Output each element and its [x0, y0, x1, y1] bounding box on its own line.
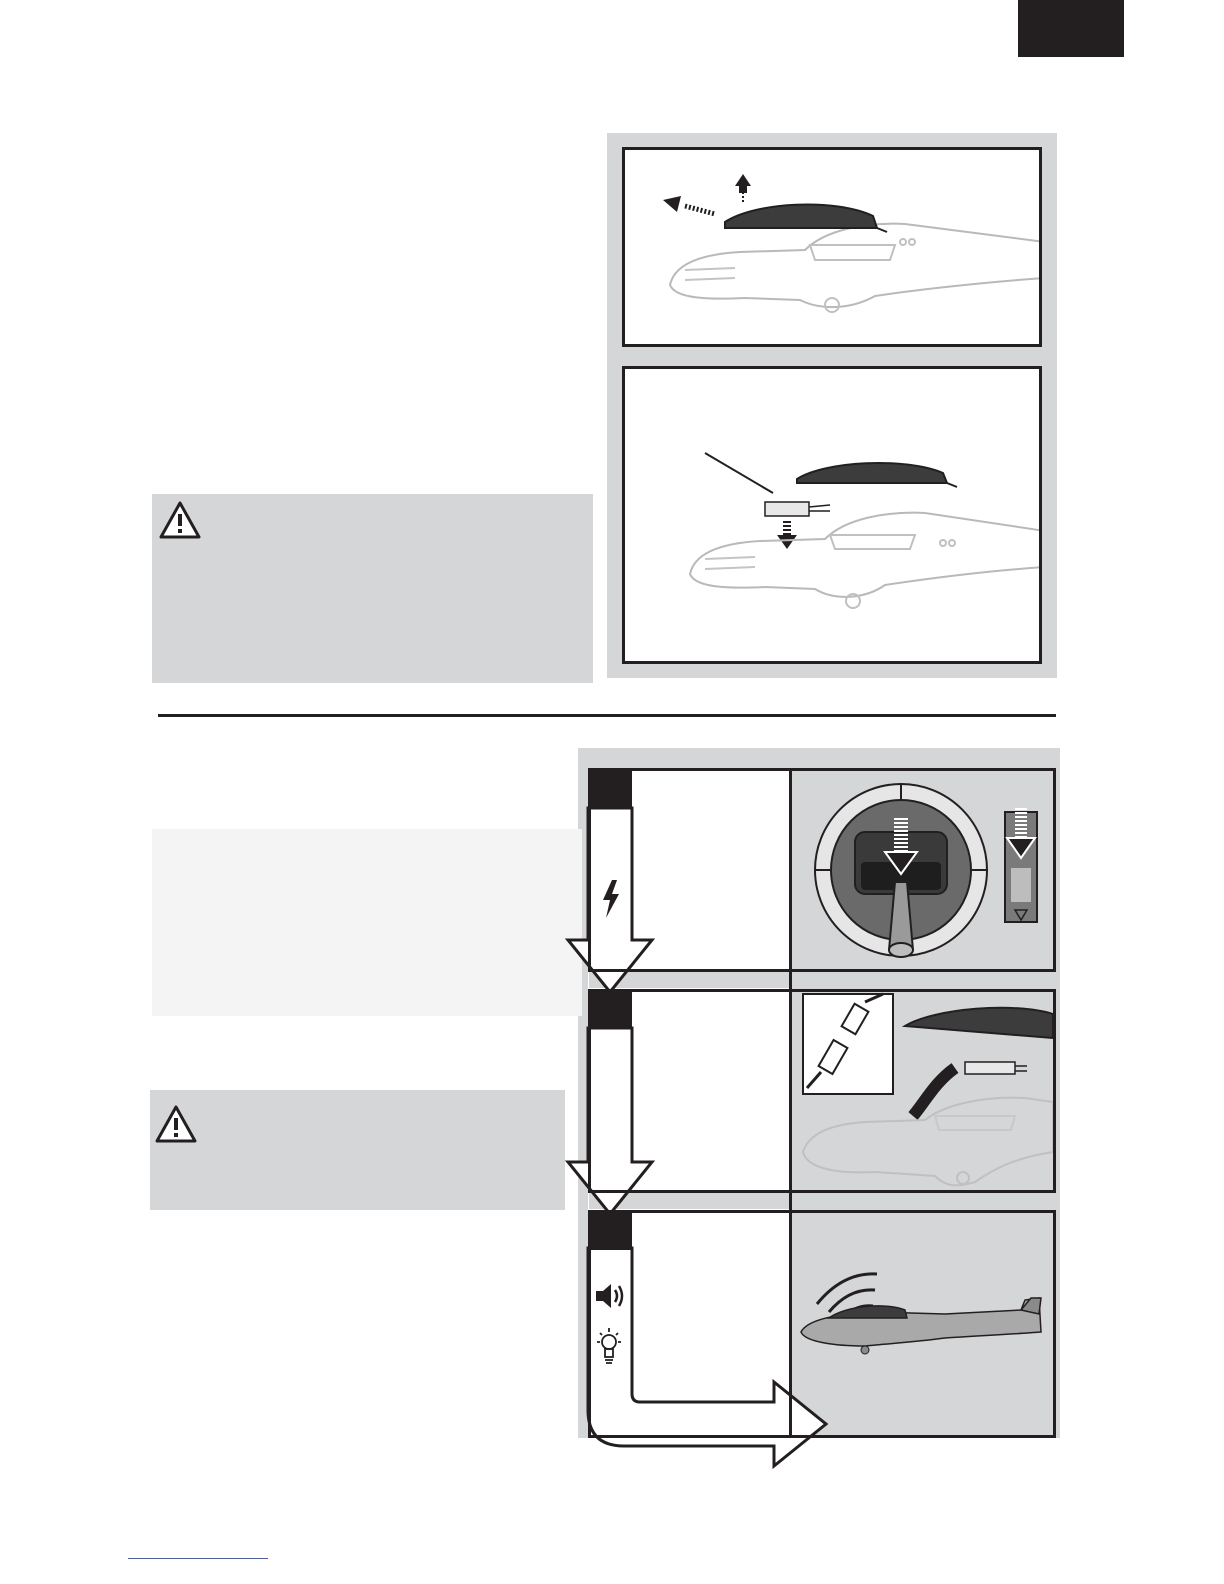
battery-pack: [765, 502, 809, 516]
connect-battery-figure: [795, 992, 1053, 1190]
step-column-divider: [789, 768, 792, 1438]
image-gap-2: [792, 1193, 1056, 1210]
battery-pack: [965, 1062, 1015, 1074]
battery-insert-figure: [622, 366, 1042, 664]
language-tab: [1018, 0, 1124, 57]
lightning-bolt-icon: [600, 880, 622, 918]
fuselage-outline: [670, 224, 1042, 307]
warning-triangle-icon: [154, 1104, 198, 1144]
light-bulb-icon: [594, 1326, 624, 1366]
canopy-shape: [725, 205, 877, 228]
canopy-shape: [797, 463, 947, 483]
section-divider: [158, 714, 1056, 717]
fuselage-outline: [690, 513, 1042, 597]
speaker-icon: [594, 1282, 626, 1310]
image-gap-1: [792, 972, 1056, 989]
down-arrow: [777, 521, 797, 549]
note-box: [152, 829, 582, 1016]
up-arrow: [735, 174, 751, 202]
binding-warning-box: [150, 1090, 565, 1210]
left-arrow: [663, 196, 715, 214]
canopy-removal-figure: [622, 147, 1042, 347]
aircraft-ready-figure: [795, 1214, 1053, 1434]
footer-link[interactable]: [128, 1558, 268, 1559]
throttle-stick-figure: [795, 772, 1053, 968]
battery-warning-box: [152, 494, 593, 683]
warning-triangle-icon: [158, 500, 202, 540]
